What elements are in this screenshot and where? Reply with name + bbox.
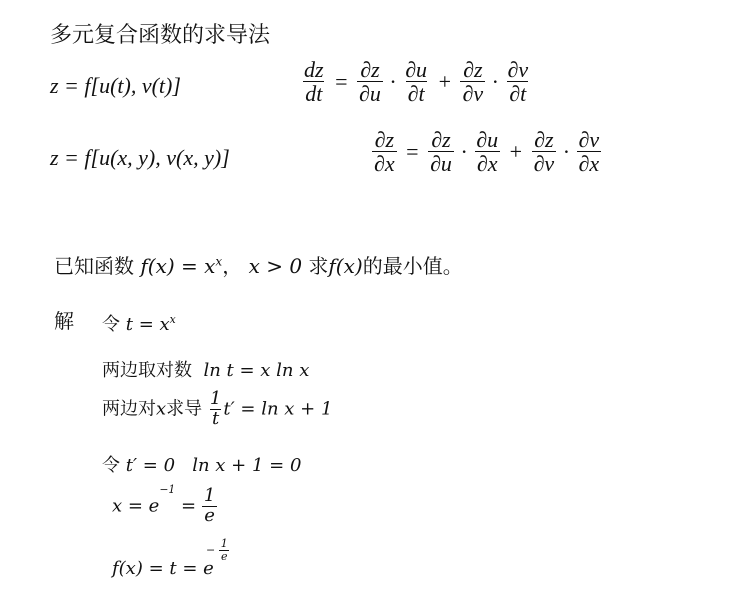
frac-num: ∂z bbox=[431, 127, 451, 152]
frac-den: ∂x bbox=[578, 151, 600, 177]
frac-num: ∂v bbox=[507, 57, 529, 82]
problem-func2: f(x) bbox=[328, 254, 363, 278]
frac-num: ∂u bbox=[476, 127, 499, 152]
plus-sign: + bbox=[509, 138, 523, 164]
dot-operator: · bbox=[389, 68, 397, 94]
frac-den: t bbox=[212, 407, 220, 429]
equals-sign: = bbox=[181, 495, 197, 517]
plus-sign: + bbox=[438, 68, 451, 94]
step-var: x bbox=[156, 398, 167, 420]
frac-den: ∂v bbox=[533, 151, 555, 177]
rule2-lhs: z = f[u(x, y), v(x, y)] bbox=[50, 145, 230, 170]
step-math: t′ = 0 bbox=[125, 455, 176, 476]
page-title: 多元复合函数的求导法 bbox=[50, 23, 271, 48]
frac-num: ∂z bbox=[463, 57, 483, 82]
frac-den: ∂t bbox=[509, 81, 527, 107]
step-exp: x bbox=[169, 313, 176, 326]
step-text: 令 bbox=[102, 314, 120, 335]
exp-sign: − bbox=[206, 543, 216, 557]
frac-den: dt bbox=[305, 81, 323, 107]
dot-operator: · bbox=[562, 138, 571, 164]
frac-den: ∂u bbox=[430, 151, 452, 177]
step-text: 求导 bbox=[166, 398, 203, 420]
equals-sign: = bbox=[406, 138, 419, 164]
frac-den: e bbox=[204, 504, 215, 526]
problem-ask: 求 bbox=[308, 254, 329, 278]
step-text: 令 bbox=[102, 455, 120, 476]
frac-num: 1 bbox=[220, 537, 228, 550]
frac-num: ∂v bbox=[578, 127, 600, 152]
frac-den: ∂u bbox=[358, 81, 381, 107]
step-math: ln x + 1 = 0 bbox=[192, 455, 302, 476]
problem-func: f(x) bbox=[140, 254, 175, 278]
problem-suffix: 的最小值。 bbox=[362, 254, 463, 278]
frac-num: ∂z bbox=[534, 127, 554, 152]
frac-den: ∂x bbox=[476, 151, 498, 177]
step-text: 两边取对数 bbox=[102, 360, 192, 381]
solution-step-4 bbox=[102, 451, 301, 477]
step-math: t = x bbox=[125, 314, 170, 335]
frac-num: 1 bbox=[209, 388, 222, 409]
frac-num: ∂z bbox=[360, 57, 380, 82]
step-math: ln t = x ln x bbox=[203, 360, 310, 381]
problem-eq: = bbox=[181, 254, 198, 278]
frac-den: e bbox=[220, 549, 228, 563]
solution-step-2 bbox=[102, 356, 309, 382]
rule1-lhs: z = f[u(t), v(t)] bbox=[50, 73, 181, 98]
equals-sign: = bbox=[335, 68, 348, 94]
step-math: t′ = ln x + 1 bbox=[223, 398, 333, 420]
problem-exp: x bbox=[215, 254, 223, 269]
problem-cond: x > 0 bbox=[248, 254, 303, 278]
step-text: 两边对 bbox=[102, 398, 156, 420]
problem-statement bbox=[54, 250, 463, 279]
step-math: f(x) = t = e bbox=[112, 558, 214, 579]
dot-operator: · bbox=[460, 138, 468, 164]
rule2-formula bbox=[372, 128, 601, 175]
problem-sep: ， bbox=[222, 254, 243, 278]
frac-den: ∂t bbox=[407, 81, 425, 107]
dot-operator: · bbox=[491, 68, 499, 94]
solution-label: 解 bbox=[54, 309, 74, 333]
frac-den: ∂v bbox=[462, 81, 484, 107]
frac-den: ∂x bbox=[374, 151, 395, 177]
frac-num: ∂z bbox=[374, 127, 395, 152]
solution-step-5 bbox=[112, 483, 217, 525]
rule1-formula bbox=[302, 58, 530, 105]
step-math: x = e bbox=[112, 495, 160, 517]
solution-step-3 bbox=[102, 390, 332, 429]
frac-num: 1 bbox=[203, 484, 216, 506]
solution-step-1 bbox=[102, 310, 176, 336]
frac-num: dz bbox=[304, 57, 324, 82]
step-exp: −1 bbox=[159, 483, 176, 496]
solution-step-6 bbox=[112, 558, 214, 579]
problem-prefix: 已知函数 bbox=[54, 254, 134, 278]
exponent-fraction bbox=[206, 538, 230, 562]
problem-base: x bbox=[204, 254, 216, 278]
frac-num: ∂u bbox=[405, 57, 428, 82]
